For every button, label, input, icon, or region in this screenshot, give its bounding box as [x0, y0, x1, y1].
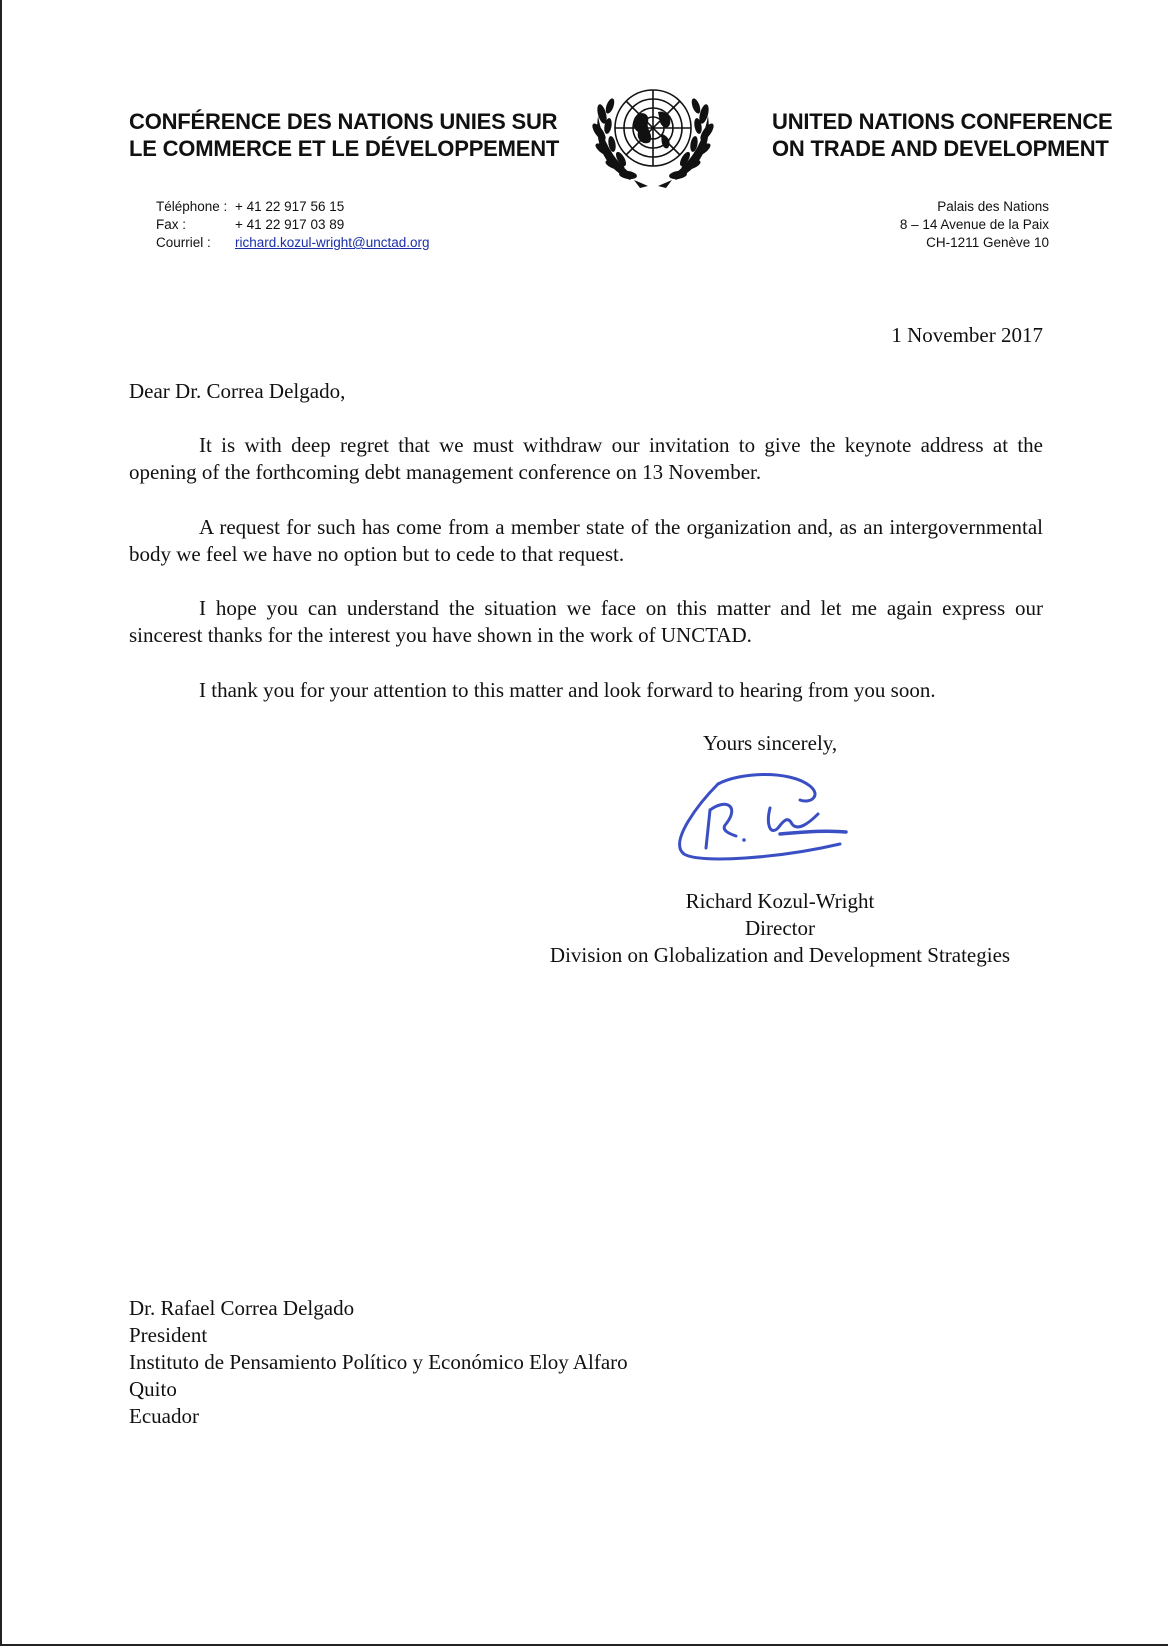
- recipient-line: Dr. Rafael Correa Delgado: [129, 1296, 355, 1320]
- org-name-english: [772, 108, 1113, 162]
- fax-row: [156, 216, 430, 234]
- telephone-label: Téléphone :: [156, 199, 228, 214]
- signer-block: [520, 888, 1040, 969]
- signer-name: Richard Kozul-Wright: [685, 889, 875, 913]
- email-link[interactable]: richard.kozul-wright@unctad.org: [235, 235, 430, 250]
- recipient-line: Ecuador: [129, 1404, 199, 1428]
- telephone-value: + 41 22 917 56 15: [235, 199, 345, 214]
- letter-date: 1 November 2017: [891, 323, 1043, 347]
- recipient-line: Instituto de Pensamiento Político y Económico Eloy Alfaro: [129, 1350, 628, 1374]
- sender-address: [900, 198, 1049, 252]
- recipient-line: President: [129, 1323, 208, 1347]
- body-paragraph-4: I thank you for your attention to this matter and look forward to hearing from you soon.: [199, 678, 936, 702]
- email-row: [156, 234, 430, 252]
- body-paragraph-2: A request for such has come from a member state of the organization and, as an intergovernmental body we feel we have no option but to cede to that request.: [129, 515, 1043, 566]
- org-name-french: [129, 108, 559, 162]
- contact-details: [156, 198, 430, 252]
- telephone-row: [156, 198, 430, 216]
- recipient-line: Quito: [129, 1377, 177, 1401]
- org-name-french-line-2: LE COMMERCE ET LE DÉVELOPPEMENT: [129, 136, 560, 161]
- closing: Yours sincerely,: [703, 731, 838, 755]
- handwritten-signature: [660, 772, 890, 882]
- body-paragraph-3: I hope you can understand the situation we face on this matter and let me again express our sincerest thanks for the interest you have shown in the work of UNCTAD.: [129, 596, 1043, 647]
- address-line: 8 – 14 Avenue de la Paix: [899, 217, 1049, 232]
- un-emblem-icon: [588, 76, 718, 192]
- fax-value: + 41 22 917 03 89: [235, 217, 345, 232]
- email-label: Courriel :: [156, 235, 211, 250]
- signer-title: Director: [745, 916, 815, 940]
- address-line: Palais des Nations: [937, 199, 1049, 214]
- org-name-english-line-2: ON TRADE AND DEVELOPMENT: [772, 136, 1109, 161]
- address-line: CH-1211 Genève 10: [926, 235, 1049, 250]
- fax-label: Fax :: [156, 217, 187, 232]
- signer-division: Division on Globalization and Development Strategies: [549, 943, 1011, 967]
- org-name-english-line-1: UNITED NATIONS CONFERENCE: [772, 109, 1113, 134]
- recipient-address-block: [129, 1295, 628, 1430]
- body-paragraph-1: It is with deep regret that we must withdraw our invitation to give the keynote address at the opening of the forthcoming debt management conference on 13 November.: [129, 433, 1043, 484]
- org-name-french-line-1: CONFÉRENCE DES NATIONS UNIES SUR: [129, 109, 558, 134]
- salutation: Dear Dr. Correa Delgado,: [129, 379, 346, 403]
